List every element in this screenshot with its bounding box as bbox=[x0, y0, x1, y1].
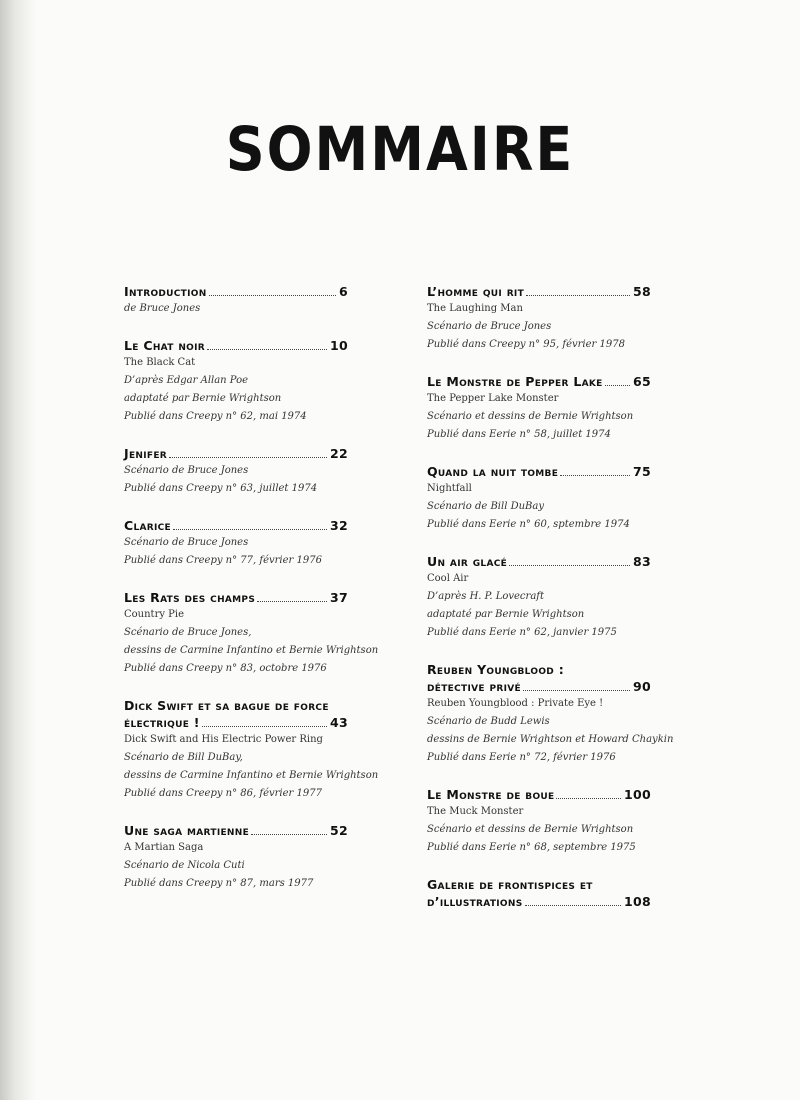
dot-leader bbox=[560, 475, 630, 476]
entry-title: Quand la nuit tombe bbox=[427, 464, 559, 479]
entry-detail-line: The Muck Monster bbox=[427, 806, 524, 817]
toc-entry-clarice[interactable] bbox=[124, 517, 348, 570]
entry-title: Le Chat noir bbox=[124, 338, 205, 353]
toc-entry-galerie-de-frontispices-et[interactable] bbox=[427, 876, 651, 910]
entry-detail-line: Scénario de Bruce Jones bbox=[124, 537, 249, 548]
toc-entry-le-chat-noir[interactable] bbox=[124, 337, 348, 426]
entry-page-number: 100 bbox=[624, 787, 651, 802]
entry-detail-line: Publié dans Eerie n° 68, septembre 1975 bbox=[427, 842, 636, 853]
entry-heading bbox=[427, 463, 651, 480]
dot-leader bbox=[207, 349, 327, 350]
toc-entry-introduction[interactable] bbox=[124, 283, 348, 318]
entry-page-number: 52 bbox=[330, 823, 348, 838]
entry-detail-line: A Martian Saga bbox=[124, 842, 204, 853]
dot-leader bbox=[209, 295, 336, 296]
entry-heading bbox=[124, 517, 348, 534]
entry-detail-line: Scénario de Bruce Jones, bbox=[124, 627, 252, 638]
dot-leader bbox=[173, 529, 327, 530]
entry-heading bbox=[124, 283, 348, 300]
entry-heading bbox=[427, 283, 651, 300]
entry-detail-line: Scénario et dessins de Bernie Wrightson bbox=[427, 411, 634, 422]
toc-entry-le-monstre-de-boue[interactable] bbox=[427, 786, 651, 857]
entry-title: Introduction bbox=[124, 284, 207, 299]
entry-title: Clarice bbox=[124, 518, 172, 533]
entry-page-number: 6 bbox=[339, 284, 348, 299]
entry-detail-line: The Pepper Lake Monster bbox=[427, 393, 559, 404]
entry-heading bbox=[427, 553, 651, 570]
toc-entry-reuben-youngblood[interactable] bbox=[427, 661, 674, 767]
toc-entry-le-monstre-de-pepper-lake[interactable] bbox=[427, 373, 651, 444]
dot-leader bbox=[257, 601, 327, 602]
entry-detail-line: Scénario de Bruce Jones bbox=[124, 465, 249, 476]
entry-page-number: 58 bbox=[633, 284, 651, 299]
entry-detail-line: Dick Swift and His Electric Power Ring bbox=[124, 734, 323, 745]
entry-detail-line: Scénario et dessins de Bernie Wrightson bbox=[427, 824, 634, 835]
entry-title-line1: Reuben Youngblood : bbox=[427, 662, 564, 677]
dot-leader bbox=[169, 457, 327, 458]
entry-detail-line: Publié dans Eerie n° 58, juillet 1974 bbox=[427, 429, 611, 440]
toc-column-left bbox=[124, 283, 379, 912]
toc-entry-quand-la-nuit-tombe[interactable] bbox=[427, 463, 651, 534]
entry-title-line1: Galerie de frontispices et bbox=[427, 877, 593, 892]
toc-entry-une-saga-martienne[interactable] bbox=[124, 822, 348, 893]
entry-page-number: 37 bbox=[330, 590, 348, 605]
dot-leader bbox=[525, 905, 622, 906]
dot-leader bbox=[605, 385, 630, 386]
entry-detail-line: Publié dans Creepy n° 63, juillet 1974 bbox=[124, 483, 318, 494]
dot-leader bbox=[523, 690, 630, 691]
entry-detail-line: adaptaté par Bernie Wrightson bbox=[427, 609, 585, 620]
entry-detail-line: Publié dans Creepy n° 87, mars 1977 bbox=[124, 878, 314, 889]
entry-page-number: 90 bbox=[633, 679, 651, 694]
entry-title: détective privé bbox=[427, 679, 521, 694]
entry-heading bbox=[124, 337, 348, 354]
entry-title: Le Monstre de boue bbox=[427, 787, 555, 802]
page-title: SOMMAIRE bbox=[225, 114, 575, 185]
entry-title: Jenifer bbox=[124, 446, 168, 461]
dot-leader bbox=[526, 295, 630, 296]
entry-detail-line: dessins de Carmine Infantino et Bernie Wrightson bbox=[124, 645, 379, 656]
entry-detail-line: adaptaté par Bernie Wrightson bbox=[124, 393, 282, 404]
entry-detail-line: Publié dans Creepy n° 95, février 1978 bbox=[427, 339, 625, 350]
entry-detail-line: dessins de Bernie Wrightson et Howard Chaykin bbox=[427, 734, 674, 745]
entry-heading bbox=[124, 589, 348, 606]
entry-detail-line: Scénario de Nicola Cuti bbox=[124, 860, 245, 871]
entry-heading bbox=[427, 373, 651, 390]
entry-title: électrique ! bbox=[124, 715, 200, 730]
entry-detail-line: Nightfall bbox=[427, 483, 472, 494]
entry-detail-line: D’après Edgar Allan Poe bbox=[124, 375, 249, 386]
entry-detail-line: Publié dans Eerie n° 62, janvier 1975 bbox=[427, 627, 617, 638]
entry-detail-line: Scénario de Bruce Jones bbox=[427, 321, 552, 332]
entry-detail-line: Publié dans Eerie n° 72, février 1976 bbox=[427, 752, 616, 763]
entry-title: d’illustrations bbox=[427, 894, 523, 909]
toc-column-right bbox=[427, 283, 674, 929]
entry-heading bbox=[124, 445, 348, 462]
entry-detail-line: The Black Cat bbox=[124, 357, 196, 368]
entry-page-number: 83 bbox=[633, 554, 651, 569]
dot-leader bbox=[509, 565, 630, 566]
entry-detail-line: Cool Air bbox=[427, 573, 469, 584]
entry-page-number: 43 bbox=[330, 715, 348, 730]
entry-detail-line: Publié dans Creepy n° 77, février 1976 bbox=[124, 555, 322, 566]
entry-title: Les Rats des champs bbox=[124, 590, 256, 605]
entry-detail-line: Reuben Youngblood : Private Eye ! bbox=[427, 698, 604, 709]
entry-detail-line: Scénario de Bill DuBay bbox=[427, 501, 544, 512]
entry-detail-line: Scénario de Budd Lewis bbox=[427, 716, 550, 727]
entry-page-number: 75 bbox=[633, 464, 651, 479]
toc-entry-dick-swift-et-sa-bague-de-force[interactable] bbox=[124, 697, 379, 803]
entry-detail-line: Scénario de Bill DuBay, bbox=[124, 752, 243, 763]
entry-detail-line: Publié dans Eerie n° 60, sptembre 1974 bbox=[427, 519, 630, 530]
entry-heading bbox=[427, 678, 651, 695]
entry-page-number: 65 bbox=[633, 374, 651, 389]
entry-title: Un air glacé bbox=[427, 554, 508, 569]
entry-page-number: 108 bbox=[624, 894, 651, 909]
dot-leader bbox=[202, 726, 327, 727]
entry-title: Le Monstre de Pepper Lake bbox=[427, 374, 603, 389]
entry-heading bbox=[124, 714, 348, 731]
entry-detail-line: dessins de Carmine Infantino et Bernie Wrightson bbox=[124, 770, 379, 781]
entry-title: L’homme qui rit bbox=[427, 284, 525, 299]
entry-heading bbox=[124, 822, 348, 839]
entry-heading bbox=[427, 786, 651, 803]
dot-leader bbox=[556, 798, 621, 799]
entry-title: Une saga martienne bbox=[124, 823, 250, 838]
entry-detail-line: de Bruce Jones bbox=[124, 303, 201, 314]
entry-detail-line: Country Pie bbox=[124, 609, 185, 620]
entry-detail-line: Publié dans Creepy n° 83, octobre 1976 bbox=[124, 663, 327, 674]
entry-page-number: 10 bbox=[330, 338, 348, 353]
entry-detail-line: The Laughing Man bbox=[427, 303, 523, 314]
entry-detail-line: D’après H. P. Lovecraft bbox=[427, 591, 544, 602]
toc-entry-les-rats-des-champs[interactable] bbox=[124, 589, 379, 678]
entry-page-number: 32 bbox=[330, 518, 348, 533]
entry-detail-line: Publié dans Creepy n° 86, février 1977 bbox=[124, 788, 322, 799]
toc-entry-jenifer[interactable] bbox=[124, 445, 348, 498]
entry-page-number: 22 bbox=[330, 446, 348, 461]
toc-entry-l-homme-qui-rit[interactable] bbox=[427, 283, 651, 354]
dot-leader bbox=[251, 834, 327, 835]
entry-heading bbox=[427, 893, 651, 910]
toc-entry-un-air-glace[interactable] bbox=[427, 553, 651, 642]
entry-detail-line: Publié dans Creepy n° 62, mai 1974 bbox=[124, 411, 307, 422]
entry-title-line1: Dick Swift et sa bague de force bbox=[124, 698, 329, 713]
